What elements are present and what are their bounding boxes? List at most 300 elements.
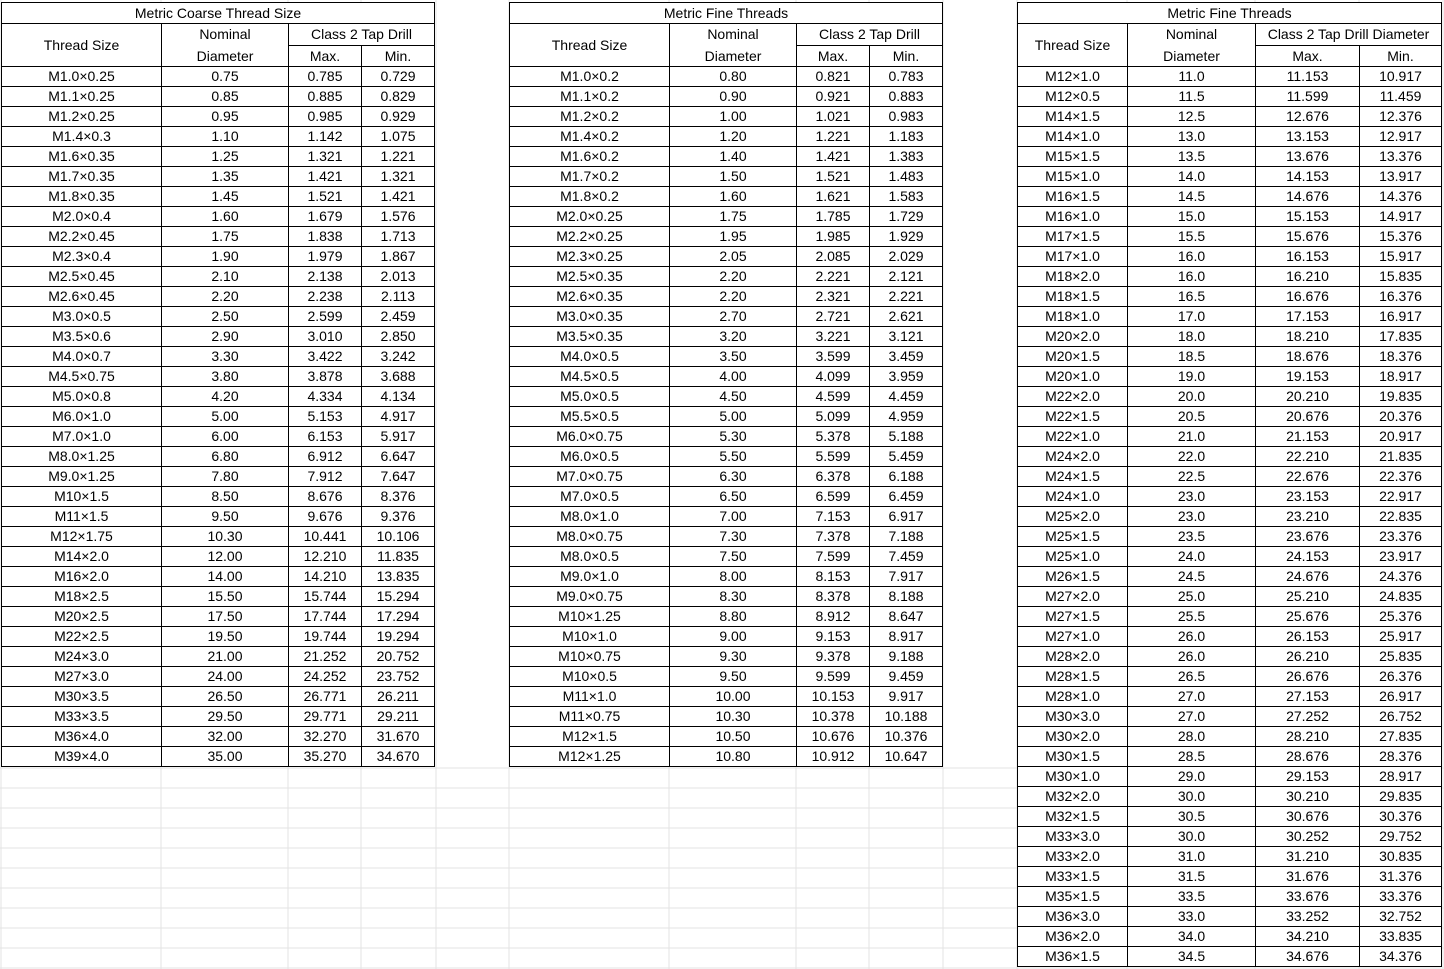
cell-thread-size[interactable]: M5.0×0.5 [510,387,670,407]
cell-min[interactable]: 15.376 [1360,227,1442,247]
cell-min[interactable]: 33.835 [1360,927,1442,947]
cell-nominal-diameter[interactable]: 33.5 [1128,887,1256,907]
cell-min[interactable]: 2.029 [870,247,943,267]
cell-nominal-diameter[interactable]: 23.0 [1128,507,1256,527]
cell-thread-size[interactable]: M18×2.0 [1018,267,1128,287]
cell-max[interactable]: 2.221 [797,267,870,287]
cell-thread-size[interactable]: M35×1.5 [1018,887,1128,907]
cell-nominal-diameter[interactable]: 2.20 [162,287,289,307]
cell-thread-size[interactable]: M11×1.0 [510,687,670,707]
cell-nominal-diameter[interactable]: 10.30 [162,527,289,547]
cell-max[interactable]: 33.676 [1256,887,1360,907]
cell-min[interactable]: 26.211 [362,687,435,707]
cell-nominal-diameter[interactable]: 1.60 [670,187,797,207]
cell-nominal-diameter[interactable]: 26.50 [162,687,289,707]
cell-max[interactable]: 1.221 [797,127,870,147]
cell-max[interactable]: 30.252 [1256,827,1360,847]
cell-max[interactable]: 5.599 [797,447,870,467]
cell-nominal-diameter[interactable]: 22.0 [1128,447,1256,467]
cell-min[interactable]: 8.376 [362,487,435,507]
cell-thread-size[interactable]: M14×2.0 [2,547,162,567]
cell-thread-size[interactable]: M22×2.5 [2,627,162,647]
cell-max[interactable]: 1.985 [797,227,870,247]
cell-max[interactable]: 1.021 [797,107,870,127]
cell-max[interactable]: 1.142 [289,127,362,147]
cell-min[interactable]: 9.188 [870,647,943,667]
cell-nominal-diameter[interactable]: 3.30 [162,347,289,367]
cell-max[interactable]: 26.676 [1256,667,1360,687]
cell-nominal-diameter[interactable]: 1.50 [670,167,797,187]
cell-nominal-diameter[interactable]: 3.80 [162,367,289,387]
cell-thread-size[interactable]: M12×1.0 [1018,67,1128,87]
cell-min[interactable]: 15.294 [362,587,435,607]
cell-min[interactable]: 15.835 [1360,267,1442,287]
cell-min[interactable]: 34.376 [1360,947,1442,967]
cell-thread-size[interactable]: M32×2.0 [1018,787,1128,807]
cell-min[interactable]: 20.752 [362,647,435,667]
cell-thread-size[interactable]: M6.0×1.0 [2,407,162,427]
cell-min[interactable]: 1.221 [362,147,435,167]
cell-max[interactable]: 5.099 [797,407,870,427]
cell-nominal-diameter[interactable]: 0.90 [670,87,797,107]
cell-max[interactable]: 1.421 [289,167,362,187]
cell-min[interactable]: 1.421 [362,187,435,207]
cell-thread-size[interactable]: M7.0×0.5 [510,487,670,507]
cell-thread-size[interactable]: M4.5×0.75 [2,367,162,387]
cell-min[interactable]: 1.483 [870,167,943,187]
cell-max[interactable]: 13.676 [1256,147,1360,167]
cell-nominal-diameter[interactable]: 9.30 [670,647,797,667]
cell-min[interactable]: 11.459 [1360,87,1442,107]
cell-thread-size[interactable]: M30×2.0 [1018,727,1128,747]
cell-nominal-diameter[interactable]: 33.0 [1128,907,1256,927]
cell-nominal-diameter[interactable]: 31.5 [1128,867,1256,887]
cell-thread-size[interactable]: M17×1.0 [1018,247,1128,267]
cell-nominal-diameter[interactable]: 12.5 [1128,107,1256,127]
cell-nominal-diameter[interactable]: 24.0 [1128,547,1256,567]
cell-nominal-diameter[interactable]: 35.00 [162,747,289,767]
cell-nominal-diameter[interactable]: 9.00 [670,627,797,647]
cell-max[interactable]: 10.912 [797,747,870,767]
cell-thread-size[interactable]: M8.0×1.0 [510,507,670,527]
cell-nominal-diameter[interactable]: 7.00 [670,507,797,527]
cell-nominal-diameter[interactable]: 28.5 [1128,747,1256,767]
cell-min[interactable]: 23.917 [1360,547,1442,567]
cell-thread-size[interactable]: M28×1.5 [1018,667,1128,687]
cell-thread-size[interactable]: M20×1.0 [1018,367,1128,387]
cell-max[interactable]: 2.599 [289,307,362,327]
cell-thread-size[interactable]: M4.0×0.7 [2,347,162,367]
cell-thread-size[interactable]: M6.0×0.75 [510,427,670,447]
cell-max[interactable]: 31.210 [1256,847,1360,867]
cell-min[interactable]: 6.459 [870,487,943,507]
cell-nominal-diameter[interactable]: 12.00 [162,547,289,567]
cell-thread-size[interactable]: M10×1.5 [2,487,162,507]
cell-nominal-diameter[interactable]: 5.50 [670,447,797,467]
cell-thread-size[interactable]: M1.4×0.2 [510,127,670,147]
cell-min[interactable]: 4.459 [870,387,943,407]
cell-min[interactable]: 28.917 [1360,767,1442,787]
cell-max[interactable]: 28.210 [1256,727,1360,747]
cell-max[interactable]: 0.985 [289,107,362,127]
cell-thread-size[interactable]: M20×2.0 [1018,327,1128,347]
cell-max[interactable]: 2.238 [289,287,362,307]
cell-min[interactable]: 2.013 [362,267,435,287]
cell-min[interactable]: 0.983 [870,107,943,127]
cell-thread-size[interactable]: M1.7×0.35 [2,167,162,187]
cell-min[interactable]: 5.459 [870,447,943,467]
cell-max[interactable]: 4.599 [797,387,870,407]
cell-max[interactable]: 5.153 [289,407,362,427]
cell-max[interactable]: 23.153 [1256,487,1360,507]
cell-nominal-diameter[interactable]: 8.80 [670,607,797,627]
cell-max[interactable]: 1.838 [289,227,362,247]
cell-nominal-diameter[interactable]: 7.50 [670,547,797,567]
cell-max[interactable]: 0.885 [289,87,362,107]
cell-thread-size[interactable]: M12×1.5 [510,727,670,747]
cell-thread-size[interactable]: M36×1.5 [1018,947,1128,967]
cell-max[interactable]: 2.321 [797,287,870,307]
cell-nominal-diameter[interactable]: 1.45 [162,187,289,207]
cell-min[interactable]: 3.121 [870,327,943,347]
cell-thread-size[interactable]: M4.5×0.5 [510,367,670,387]
cell-thread-size[interactable]: M10×1.25 [510,607,670,627]
cell-min[interactable]: 33.376 [1360,887,1442,907]
cell-thread-size[interactable]: M20×1.5 [1018,347,1128,367]
cell-max[interactable]: 29.153 [1256,767,1360,787]
cell-min[interactable]: 1.713 [362,227,435,247]
cell-nominal-diameter[interactable]: 2.10 [162,267,289,287]
cell-thread-size[interactable]: M24×2.0 [1018,447,1128,467]
cell-nominal-diameter[interactable]: 2.05 [670,247,797,267]
cell-nominal-diameter[interactable]: 21.0 [1128,427,1256,447]
cell-nominal-diameter[interactable]: 1.20 [670,127,797,147]
cell-thread-size[interactable]: M1.0×0.2 [510,67,670,87]
cell-min[interactable]: 0.829 [362,87,435,107]
cell-max[interactable]: 14.153 [1256,167,1360,187]
cell-min[interactable]: 3.242 [362,347,435,367]
cell-nominal-diameter[interactable]: 9.50 [162,507,289,527]
cell-max[interactable]: 28.676 [1256,747,1360,767]
cell-min[interactable]: 26.376 [1360,667,1442,687]
cell-nominal-diameter[interactable]: 1.10 [162,127,289,147]
cell-thread-size[interactable]: M8.0×0.5 [510,547,670,567]
cell-thread-size[interactable]: M8.0×1.25 [2,447,162,467]
cell-min[interactable]: 25.376 [1360,607,1442,627]
cell-nominal-diameter[interactable]: 24.00 [162,667,289,687]
cell-min[interactable]: 24.376 [1360,567,1442,587]
cell-nominal-diameter[interactable]: 29.0 [1128,767,1256,787]
cell-min[interactable]: 14.376 [1360,187,1442,207]
cell-nominal-diameter[interactable]: 18.5 [1128,347,1256,367]
cell-thread-size[interactable]: M1.6×0.35 [2,147,162,167]
cell-thread-size[interactable]: M18×1.0 [1018,307,1128,327]
cell-max[interactable]: 12.210 [289,547,362,567]
cell-thread-size[interactable]: M3.5×0.35 [510,327,670,347]
cell-thread-size[interactable]: M12×1.25 [510,747,670,767]
cell-max[interactable]: 31.676 [1256,867,1360,887]
cell-thread-size[interactable]: M2.2×0.25 [510,227,670,247]
cell-max[interactable]: 25.676 [1256,607,1360,627]
cell-min[interactable]: 1.576 [362,207,435,227]
cell-nominal-diameter[interactable]: 3.20 [670,327,797,347]
cell-nominal-diameter[interactable]: 20.5 [1128,407,1256,427]
cell-nominal-diameter[interactable]: 1.60 [162,207,289,227]
cell-min[interactable]: 22.835 [1360,507,1442,527]
cell-thread-size[interactable]: M22×2.0 [1018,387,1128,407]
cell-max[interactable]: 14.210 [289,567,362,587]
cell-nominal-diameter[interactable]: 7.30 [670,527,797,547]
cell-min[interactable]: 29.835 [1360,787,1442,807]
cell-max[interactable]: 2.721 [797,307,870,327]
cell-max[interactable]: 1.521 [289,187,362,207]
cell-min[interactable]: 13.376 [1360,147,1442,167]
cell-min[interactable]: 28.376 [1360,747,1442,767]
cell-nominal-diameter[interactable]: 1.75 [162,227,289,247]
cell-min[interactable]: 22.376 [1360,467,1442,487]
cell-thread-size[interactable]: M2.0×0.4 [2,207,162,227]
cell-nominal-diameter[interactable]: 9.50 [670,667,797,687]
cell-nominal-diameter[interactable]: 10.50 [670,727,797,747]
cell-min[interactable]: 8.647 [870,607,943,627]
cell-min[interactable]: 2.221 [870,287,943,307]
cell-thread-size[interactable]: M30×1.5 [1018,747,1128,767]
cell-max[interactable]: 30.676 [1256,807,1360,827]
cell-nominal-diameter[interactable]: 2.20 [670,287,797,307]
cell-max[interactable]: 19.153 [1256,367,1360,387]
cell-max[interactable]: 6.153 [289,427,362,447]
cell-max[interactable]: 20.210 [1256,387,1360,407]
cell-min[interactable]: 17.294 [362,607,435,627]
cell-max[interactable]: 24.676 [1256,567,1360,587]
cell-nominal-diameter[interactable]: 10.00 [670,687,797,707]
cell-thread-size[interactable]: M1.2×0.25 [2,107,162,127]
cell-max[interactable]: 22.210 [1256,447,1360,467]
cell-thread-size[interactable]: M14×1.0 [1018,127,1128,147]
cell-nominal-diameter[interactable]: 34.0 [1128,927,1256,947]
cell-min[interactable]: 0.883 [870,87,943,107]
cell-nominal-diameter[interactable]: 25.5 [1128,607,1256,627]
cell-max[interactable]: 35.270 [289,747,362,767]
cell-nominal-diameter[interactable]: 30.0 [1128,827,1256,847]
cell-nominal-diameter[interactable]: 19.0 [1128,367,1256,387]
cell-nominal-diameter[interactable]: 3.50 [670,347,797,367]
cell-nominal-diameter[interactable]: 8.30 [670,587,797,607]
cell-thread-size[interactable]: M2.5×0.35 [510,267,670,287]
cell-max[interactable]: 26.153 [1256,627,1360,647]
cell-thread-size[interactable]: M1.7×0.2 [510,167,670,187]
cell-thread-size[interactable]: M32×1.5 [1018,807,1128,827]
cell-min[interactable]: 1.929 [870,227,943,247]
cell-thread-size[interactable]: M30×1.0 [1018,767,1128,787]
cell-max[interactable]: 34.676 [1256,947,1360,967]
cell-min[interactable]: 18.917 [1360,367,1442,387]
cell-min[interactable]: 29.211 [362,707,435,727]
cell-nominal-diameter[interactable]: 8.00 [670,567,797,587]
cell-thread-size[interactable]: M8.0×0.75 [510,527,670,547]
cell-min[interactable]: 6.647 [362,447,435,467]
cell-min[interactable]: 23.752 [362,667,435,687]
cell-max[interactable]: 9.676 [289,507,362,527]
cell-max[interactable]: 6.912 [289,447,362,467]
cell-thread-size[interactable]: M2.6×0.35 [510,287,670,307]
cell-max[interactable]: 0.785 [289,67,362,87]
cell-nominal-diameter[interactable]: 29.50 [162,707,289,727]
cell-nominal-diameter[interactable]: 1.75 [670,207,797,227]
cell-thread-size[interactable]: M30×3.0 [1018,707,1128,727]
cell-nominal-diameter[interactable]: 0.75 [162,67,289,87]
cell-min[interactable]: 34.670 [362,747,435,767]
cell-max[interactable]: 21.252 [289,647,362,667]
cell-thread-size[interactable]: M27×1.5 [1018,607,1128,627]
cell-max[interactable]: 25.210 [1256,587,1360,607]
cell-min[interactable]: 10.647 [870,747,943,767]
cell-thread-size[interactable]: M2.6×0.45 [2,287,162,307]
cell-min[interactable]: 15.917 [1360,247,1442,267]
cell-nominal-diameter[interactable]: 15.5 [1128,227,1256,247]
cell-min[interactable]: 2.621 [870,307,943,327]
cell-min[interactable]: 2.850 [362,327,435,347]
cell-min[interactable]: 20.917 [1360,427,1442,447]
cell-thread-size[interactable]: M22×1.0 [1018,427,1128,447]
cell-nominal-diameter[interactable]: 7.80 [162,467,289,487]
cell-max[interactable]: 16.153 [1256,247,1360,267]
cell-min[interactable]: 4.917 [362,407,435,427]
cell-thread-size[interactable]: M39×4.0 [2,747,162,767]
cell-max[interactable]: 22.676 [1256,467,1360,487]
cell-min[interactable]: 1.075 [362,127,435,147]
cell-nominal-diameter[interactable]: 14.5 [1128,187,1256,207]
cell-max[interactable]: 32.270 [289,727,362,747]
cell-min[interactable]: 2.121 [870,267,943,287]
cell-max[interactable]: 26.771 [289,687,362,707]
cell-nominal-diameter[interactable]: 22.5 [1128,467,1256,487]
cell-thread-size[interactable]: M15×1.0 [1018,167,1128,187]
cell-thread-size[interactable]: M5.5×0.5 [510,407,670,427]
cell-nominal-diameter[interactable]: 2.70 [670,307,797,327]
cell-thread-size[interactable]: M16×1.5 [1018,187,1128,207]
cell-max[interactable]: 10.441 [289,527,362,547]
cell-min[interactable]: 22.917 [1360,487,1442,507]
cell-nominal-diameter[interactable]: 1.35 [162,167,289,187]
cell-max[interactable]: 1.421 [797,147,870,167]
cell-max[interactable]: 7.599 [797,547,870,567]
cell-min[interactable]: 1.383 [870,147,943,167]
cell-nominal-diameter[interactable]: 30.0 [1128,787,1256,807]
cell-min[interactable]: 31.670 [362,727,435,747]
cell-max[interactable]: 20.676 [1256,407,1360,427]
cell-max[interactable]: 30.210 [1256,787,1360,807]
cell-max[interactable]: 27.252 [1256,707,1360,727]
cell-nominal-diameter[interactable]: 1.40 [670,147,797,167]
cell-nominal-diameter[interactable]: 15.50 [162,587,289,607]
cell-thread-size[interactable]: M16×2.0 [2,567,162,587]
cell-nominal-diameter[interactable]: 2.90 [162,327,289,347]
cell-thread-size[interactable]: M5.0×0.8 [2,387,162,407]
cell-max[interactable]: 11.599 [1256,87,1360,107]
cell-thread-size[interactable]: M24×1.5 [1018,467,1128,487]
cell-min[interactable]: 3.959 [870,367,943,387]
cell-max[interactable]: 16.210 [1256,267,1360,287]
cell-nominal-diameter[interactable]: 17.50 [162,607,289,627]
cell-min[interactable]: 1.729 [870,207,943,227]
cell-nominal-diameter[interactable]: 4.50 [670,387,797,407]
cell-max[interactable]: 13.153 [1256,127,1360,147]
cell-nominal-diameter[interactable]: 1.90 [162,247,289,267]
cell-max[interactable]: 14.676 [1256,187,1360,207]
cell-nominal-diameter[interactable]: 5.00 [670,407,797,427]
cell-min[interactable]: 32.752 [1360,907,1442,927]
cell-nominal-diameter[interactable]: 16.0 [1128,267,1256,287]
cell-min[interactable]: 5.917 [362,427,435,447]
cell-thread-size[interactable]: M26×1.5 [1018,567,1128,587]
cell-thread-size[interactable]: M2.0×0.25 [510,207,670,227]
cell-thread-size[interactable]: M7.0×0.75 [510,467,670,487]
cell-nominal-diameter[interactable]: 25.0 [1128,587,1256,607]
cell-nominal-diameter[interactable]: 4.00 [670,367,797,387]
cell-thread-size[interactable]: M2.3×0.4 [2,247,162,267]
cell-thread-size[interactable]: M4.0×0.5 [510,347,670,367]
cell-nominal-diameter[interactable]: 6.00 [162,427,289,447]
cell-min[interactable]: 5.188 [870,427,943,447]
cell-min[interactable]: 7.647 [362,467,435,487]
cell-max[interactable]: 9.599 [797,667,870,687]
cell-nominal-diameter[interactable]: 16.0 [1128,247,1256,267]
cell-nominal-diameter[interactable]: 8.50 [162,487,289,507]
cell-nominal-diameter[interactable]: 26.0 [1128,627,1256,647]
cell-nominal-diameter[interactable]: 1.25 [162,147,289,167]
cell-nominal-diameter[interactable]: 1.95 [670,227,797,247]
cell-max[interactable]: 15.744 [289,587,362,607]
cell-nominal-diameter[interactable]: 26.5 [1128,667,1256,687]
cell-thread-size[interactable]: M24×3.0 [2,647,162,667]
cell-max[interactable]: 27.153 [1256,687,1360,707]
cell-thread-size[interactable]: M25×2.0 [1018,507,1128,527]
cell-max[interactable]: 8.676 [289,487,362,507]
cell-min[interactable]: 19.835 [1360,387,1442,407]
cell-min[interactable]: 16.917 [1360,307,1442,327]
cell-min[interactable]: 0.783 [870,67,943,87]
cell-min[interactable]: 12.917 [1360,127,1442,147]
cell-thread-size[interactable]: M3.0×0.5 [2,307,162,327]
cell-thread-size[interactable]: M1.0×0.25 [2,67,162,87]
cell-nominal-diameter[interactable]: 34.5 [1128,947,1256,967]
cell-min[interactable]: 25.835 [1360,647,1442,667]
cell-max[interactable]: 24.153 [1256,547,1360,567]
cell-nominal-diameter[interactable]: 2.20 [670,267,797,287]
cell-max[interactable]: 3.599 [797,347,870,367]
cell-thread-size[interactable]: M33×2.0 [1018,847,1128,867]
cell-min[interactable]: 13.835 [362,567,435,587]
cell-thread-size[interactable]: M18×2.5 [2,587,162,607]
cell-nominal-diameter[interactable]: 27.0 [1128,707,1256,727]
cell-nominal-diameter[interactable]: 6.30 [670,467,797,487]
cell-nominal-diameter[interactable]: 11.0 [1128,67,1256,87]
cell-thread-size[interactable]: M1.4×0.3 [2,127,162,147]
cell-min[interactable]: 9.376 [362,507,435,527]
cell-thread-size[interactable]: M20×2.5 [2,607,162,627]
cell-max[interactable]: 0.821 [797,67,870,87]
cell-min[interactable]: 0.929 [362,107,435,127]
cell-min[interactable]: 7.917 [870,567,943,587]
cell-min[interactable]: 10.917 [1360,67,1442,87]
cell-min[interactable]: 1.183 [870,127,943,147]
cell-min[interactable]: 30.376 [1360,807,1442,827]
cell-thread-size[interactable]: M25×1.5 [1018,527,1128,547]
cell-thread-size[interactable]: M3.0×0.35 [510,307,670,327]
cell-thread-size[interactable]: M10×0.5 [510,667,670,687]
cell-max[interactable]: 11.153 [1256,67,1360,87]
